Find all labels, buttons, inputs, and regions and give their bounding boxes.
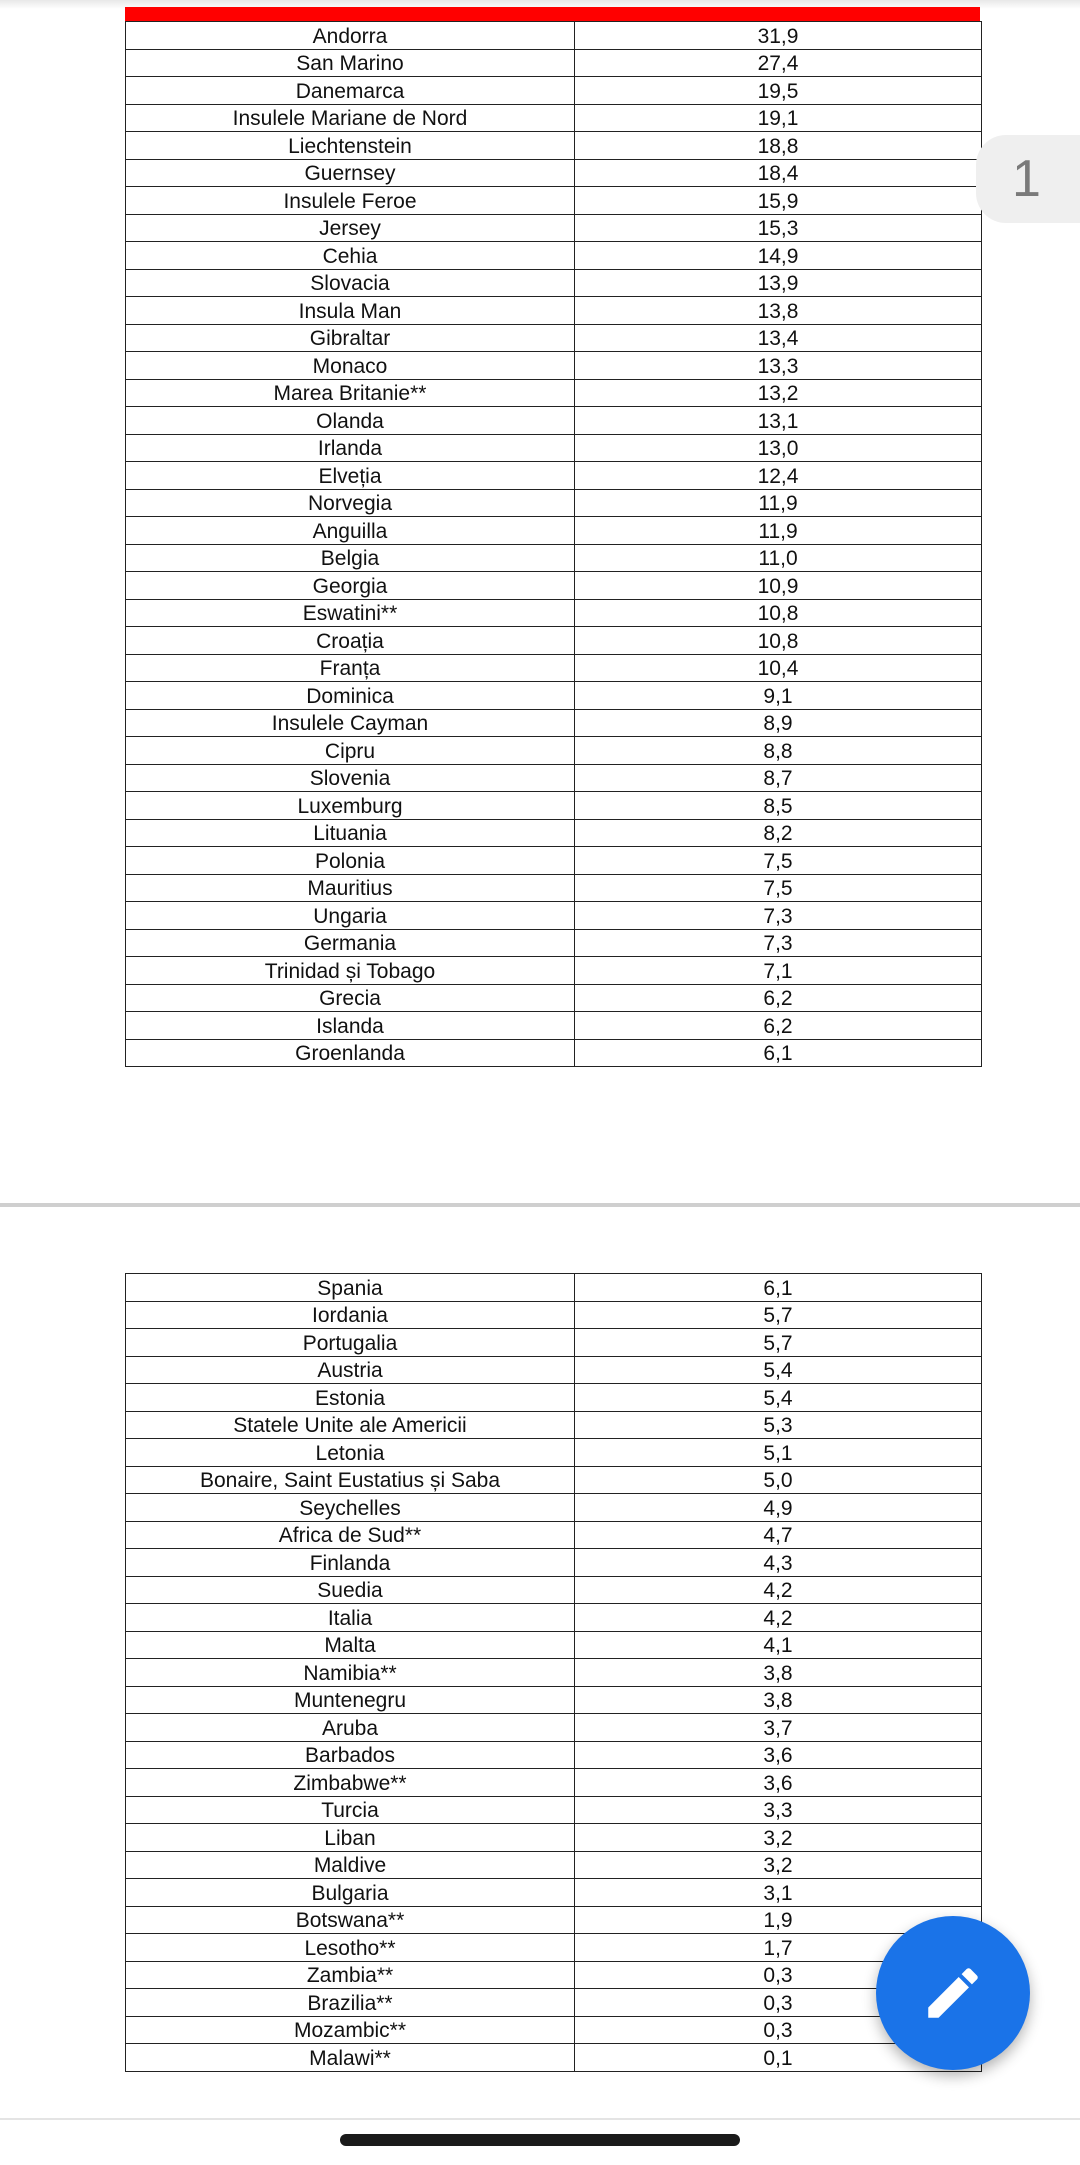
value-cell: 13,9: [575, 269, 982, 297]
value-cell: 13,3: [575, 352, 982, 380]
value-cell: 5,1: [575, 1439, 982, 1467]
table-row: [126, 1659, 982, 1687]
value-cell: 10,8: [575, 627, 982, 655]
table-row: [126, 1521, 982, 1549]
table-row: [126, 22, 982, 50]
country-cell: Elveția: [126, 462, 575, 490]
country-cell: Seychelles: [126, 1494, 575, 1522]
table-row: [126, 214, 982, 242]
table-row: [126, 1879, 982, 1907]
value-cell: 6,1: [575, 1039, 982, 1067]
value-cell: 3,7: [575, 1714, 982, 1742]
country-cell: Aruba: [126, 1714, 575, 1742]
country-cell: Brazilia**: [126, 1989, 575, 2017]
value-cell: 14,9: [575, 242, 982, 270]
table-row: [126, 1989, 982, 2017]
value-cell: 4,9: [575, 1494, 982, 1522]
table-row: [126, 2016, 982, 2044]
table-row: [126, 792, 982, 820]
table-row: [126, 1769, 982, 1797]
table-row: [126, 544, 982, 572]
country-cell: Cehia: [126, 242, 575, 270]
table-row: [126, 1631, 982, 1659]
country-cell: Slovacia: [126, 269, 575, 297]
value-cell: 1,7: [575, 1934, 982, 1962]
table-row: [126, 462, 982, 490]
country-cell: Luxemburg: [126, 792, 575, 820]
value-cell: 8,8: [575, 737, 982, 765]
table-row: [126, 957, 982, 985]
table-row: [126, 654, 982, 682]
value-cell: 13,0: [575, 434, 982, 462]
country-cell: Botswana**: [126, 1906, 575, 1934]
country-cell: Estonia: [126, 1384, 575, 1412]
table-row: [126, 489, 982, 517]
country-cell: Mozambic**: [126, 2016, 575, 2044]
page-divider: [0, 1203, 1080, 1207]
table-row: [126, 1494, 982, 1522]
table-row: [126, 77, 982, 105]
value-cell: 8,5: [575, 792, 982, 820]
value-cell: 0,3: [575, 1961, 982, 1989]
value-cell: 5,0: [575, 1466, 982, 1494]
country-cell: Norvegia: [126, 489, 575, 517]
country-cell: Slovenia: [126, 764, 575, 792]
table-row: [126, 1824, 982, 1852]
value-cell: 4,7: [575, 1521, 982, 1549]
value-cell: 5,7: [575, 1329, 982, 1357]
country-cell: Iordania: [126, 1301, 575, 1329]
value-cell: 9,1: [575, 682, 982, 710]
value-cell: 3,6: [575, 1741, 982, 1769]
country-cell: Zimbabwe**: [126, 1769, 575, 1797]
value-cell: 3,2: [575, 1851, 982, 1879]
table-row: [126, 1686, 982, 1714]
table-row: [126, 1714, 982, 1742]
country-cell: Guernsey: [126, 159, 575, 187]
value-cell: 18,4: [575, 159, 982, 187]
table-row: [126, 572, 982, 600]
table-row: [126, 242, 982, 270]
table-row: [126, 1039, 982, 1067]
table-row: [126, 1439, 982, 1467]
home-indicator-bar[interactable]: [340, 2134, 740, 2146]
table-row: [126, 929, 982, 957]
value-cell: 6,2: [575, 984, 982, 1012]
country-cell: Ungaria: [126, 902, 575, 930]
table-row: [126, 627, 982, 655]
country-cell: Zambia**: [126, 1961, 575, 1989]
table-row: [126, 1274, 982, 1302]
table-row: [126, 599, 982, 627]
country-cell: Jersey: [126, 214, 575, 242]
value-cell: 27,4: [575, 49, 982, 77]
country-cell: Africa de Sud**: [126, 1521, 575, 1549]
value-cell: 19,5: [575, 77, 982, 105]
value-cell: 3,1: [575, 1879, 982, 1907]
country-cell: Maldive: [126, 1851, 575, 1879]
value-cell: 4,2: [575, 1576, 982, 1604]
table-row: [126, 1549, 982, 1577]
country-cell: Croația: [126, 627, 575, 655]
value-cell: 13,1: [575, 407, 982, 435]
country-cell: Spania: [126, 1274, 575, 1302]
country-cell: Insulele Cayman: [126, 709, 575, 737]
table-row: [126, 819, 982, 847]
country-cell: Georgia: [126, 572, 575, 600]
country-cell: Lituania: [126, 819, 575, 847]
country-cell: Liechtenstein: [126, 132, 575, 160]
table-row: [126, 297, 982, 325]
country-values-table-page-1: [125, 21, 982, 1067]
value-cell: 10,8: [575, 599, 982, 627]
country-cell: Namibia**: [126, 1659, 575, 1687]
country-cell: Insula Man: [126, 297, 575, 325]
value-cell: 13,4: [575, 324, 982, 352]
country-cell: Suedia: [126, 1576, 575, 1604]
country-cell: Andorra: [126, 22, 575, 50]
table-row: [126, 1934, 982, 1962]
country-cell: Eswatini**: [126, 599, 575, 627]
edit-fab-button[interactable]: [876, 1916, 1030, 2070]
table-row: [126, 1466, 982, 1494]
country-cell: Olanda: [126, 407, 575, 435]
country-cell: Germania: [126, 929, 575, 957]
value-cell: 19,1: [575, 104, 982, 132]
value-cell: 7,5: [575, 874, 982, 902]
table-row: [126, 407, 982, 435]
table-row: [126, 1329, 982, 1357]
country-cell: Gibraltar: [126, 324, 575, 352]
value-cell: 0,1: [575, 2044, 982, 2072]
country-cell: Anguilla: [126, 517, 575, 545]
value-cell: 15,9: [575, 187, 982, 215]
value-cell: 6,1: [575, 1274, 982, 1302]
value-cell: 5,4: [575, 1356, 982, 1384]
table-row: [126, 847, 982, 875]
country-cell: Finlanda: [126, 1549, 575, 1577]
value-cell: 3,3: [575, 1796, 982, 1824]
value-cell: 3,6: [575, 1769, 982, 1797]
value-cell: 11,9: [575, 517, 982, 545]
country-cell: Dominica: [126, 682, 575, 710]
table-row: [126, 1356, 982, 1384]
table-row: [126, 1604, 982, 1632]
table-row: [126, 1741, 982, 1769]
country-cell: Marea Britanie**: [126, 379, 575, 407]
value-cell: 4,3: [575, 1549, 982, 1577]
country-cell: Statele Unite ale Americii: [126, 1411, 575, 1439]
country-cell: Trinidad și Tobago: [126, 957, 575, 985]
table-row: [126, 269, 982, 297]
table-row: [126, 2044, 982, 2072]
table-row: [126, 434, 982, 462]
table-row: [126, 1012, 982, 1040]
table-row: [126, 379, 982, 407]
table-row: [126, 984, 982, 1012]
table-row: [126, 1576, 982, 1604]
value-cell: 31,9: [575, 22, 982, 50]
value-cell: 3,8: [575, 1659, 982, 1687]
table-row: [126, 324, 982, 352]
country-cell: Lesotho**: [126, 1934, 575, 1962]
country-cell: Barbados: [126, 1741, 575, 1769]
table-row: [126, 517, 982, 545]
value-cell: 4,1: [575, 1631, 982, 1659]
country-cell: Irlanda: [126, 434, 575, 462]
table-row: [126, 1411, 982, 1439]
table-row: [126, 1961, 982, 1989]
country-cell: Malawi**: [126, 2044, 575, 2072]
value-cell: 18,8: [575, 132, 982, 160]
country-cell: Muntenegru: [126, 1686, 575, 1714]
country-cell: Insulele Mariane de Nord: [126, 104, 575, 132]
value-cell: 12,4: [575, 462, 982, 490]
table-row: [126, 1301, 982, 1329]
value-cell: 13,8: [575, 297, 982, 325]
table-row: [126, 187, 982, 215]
value-cell: 13,2: [575, 379, 982, 407]
country-cell: Turcia: [126, 1796, 575, 1824]
value-cell: 8,7: [575, 764, 982, 792]
country-cell: Austria: [126, 1356, 575, 1384]
value-cell: 10,9: [575, 572, 982, 600]
table-header-bar: [125, 7, 980, 21]
country-cell: Malta: [126, 1631, 575, 1659]
country-cell: Letonia: [126, 1439, 575, 1467]
value-cell: 8,9: [575, 709, 982, 737]
value-cell: 0,3: [575, 1989, 982, 2017]
country-cell: Danemarca: [126, 77, 575, 105]
country-cell: Bonaire, Saint Eustatius și Saba: [126, 1466, 575, 1494]
country-cell: Insulele Feroe: [126, 187, 575, 215]
table-row: [126, 902, 982, 930]
table-row: [126, 104, 982, 132]
country-cell: Cipru: [126, 737, 575, 765]
value-cell: 1,9: [575, 1906, 982, 1934]
table-row: [126, 49, 982, 77]
table-row: [126, 764, 982, 792]
table-row: [126, 1906, 982, 1934]
value-cell: 4,2: [575, 1604, 982, 1632]
value-cell: 7,1: [575, 957, 982, 985]
country-cell: Mauritius: [126, 874, 575, 902]
country-cell: Belgia: [126, 544, 575, 572]
value-cell: 10,4: [575, 654, 982, 682]
country-cell: Groenlanda: [126, 1039, 575, 1067]
value-cell: 7,5: [575, 847, 982, 875]
value-cell: 11,9: [575, 489, 982, 517]
value-cell: 0,3: [575, 2016, 982, 2044]
table-row: [126, 737, 982, 765]
value-cell: 15,3: [575, 214, 982, 242]
country-cell: Islanda: [126, 1012, 575, 1040]
country-cell: Italia: [126, 1604, 575, 1632]
value-cell: 5,7: [575, 1301, 982, 1329]
value-cell: 5,3: [575, 1411, 982, 1439]
country-values-table-page-2: [125, 1273, 982, 2072]
value-cell: 8,2: [575, 819, 982, 847]
country-cell: Portugalia: [126, 1329, 575, 1357]
table-row: [126, 874, 982, 902]
value-cell: 7,3: [575, 929, 982, 957]
country-cell: San Marino: [126, 49, 575, 77]
value-cell: 7,3: [575, 902, 982, 930]
value-cell: 11,0: [575, 544, 982, 572]
table-row: [126, 709, 982, 737]
country-cell: Bulgaria: [126, 1879, 575, 1907]
table-row: [126, 1384, 982, 1412]
country-cell: Monaco: [126, 352, 575, 380]
table-row: [126, 159, 982, 187]
value-cell: 5,4: [575, 1384, 982, 1412]
page-number-indicator: 1: [976, 135, 1080, 223]
pencil-edit-icon: [920, 1960, 986, 2026]
value-cell: 6,2: [575, 1012, 982, 1040]
country-cell: Grecia: [126, 984, 575, 1012]
table-row: [126, 132, 982, 160]
country-cell: Franța: [126, 654, 575, 682]
country-cell: Liban: [126, 1824, 575, 1852]
table-row: [126, 682, 982, 710]
value-cell: 3,8: [575, 1686, 982, 1714]
table-row: [126, 1796, 982, 1824]
country-cell: Polonia: [126, 847, 575, 875]
table-row: [126, 1851, 982, 1879]
table-row: [126, 352, 982, 380]
value-cell: 3,2: [575, 1824, 982, 1852]
